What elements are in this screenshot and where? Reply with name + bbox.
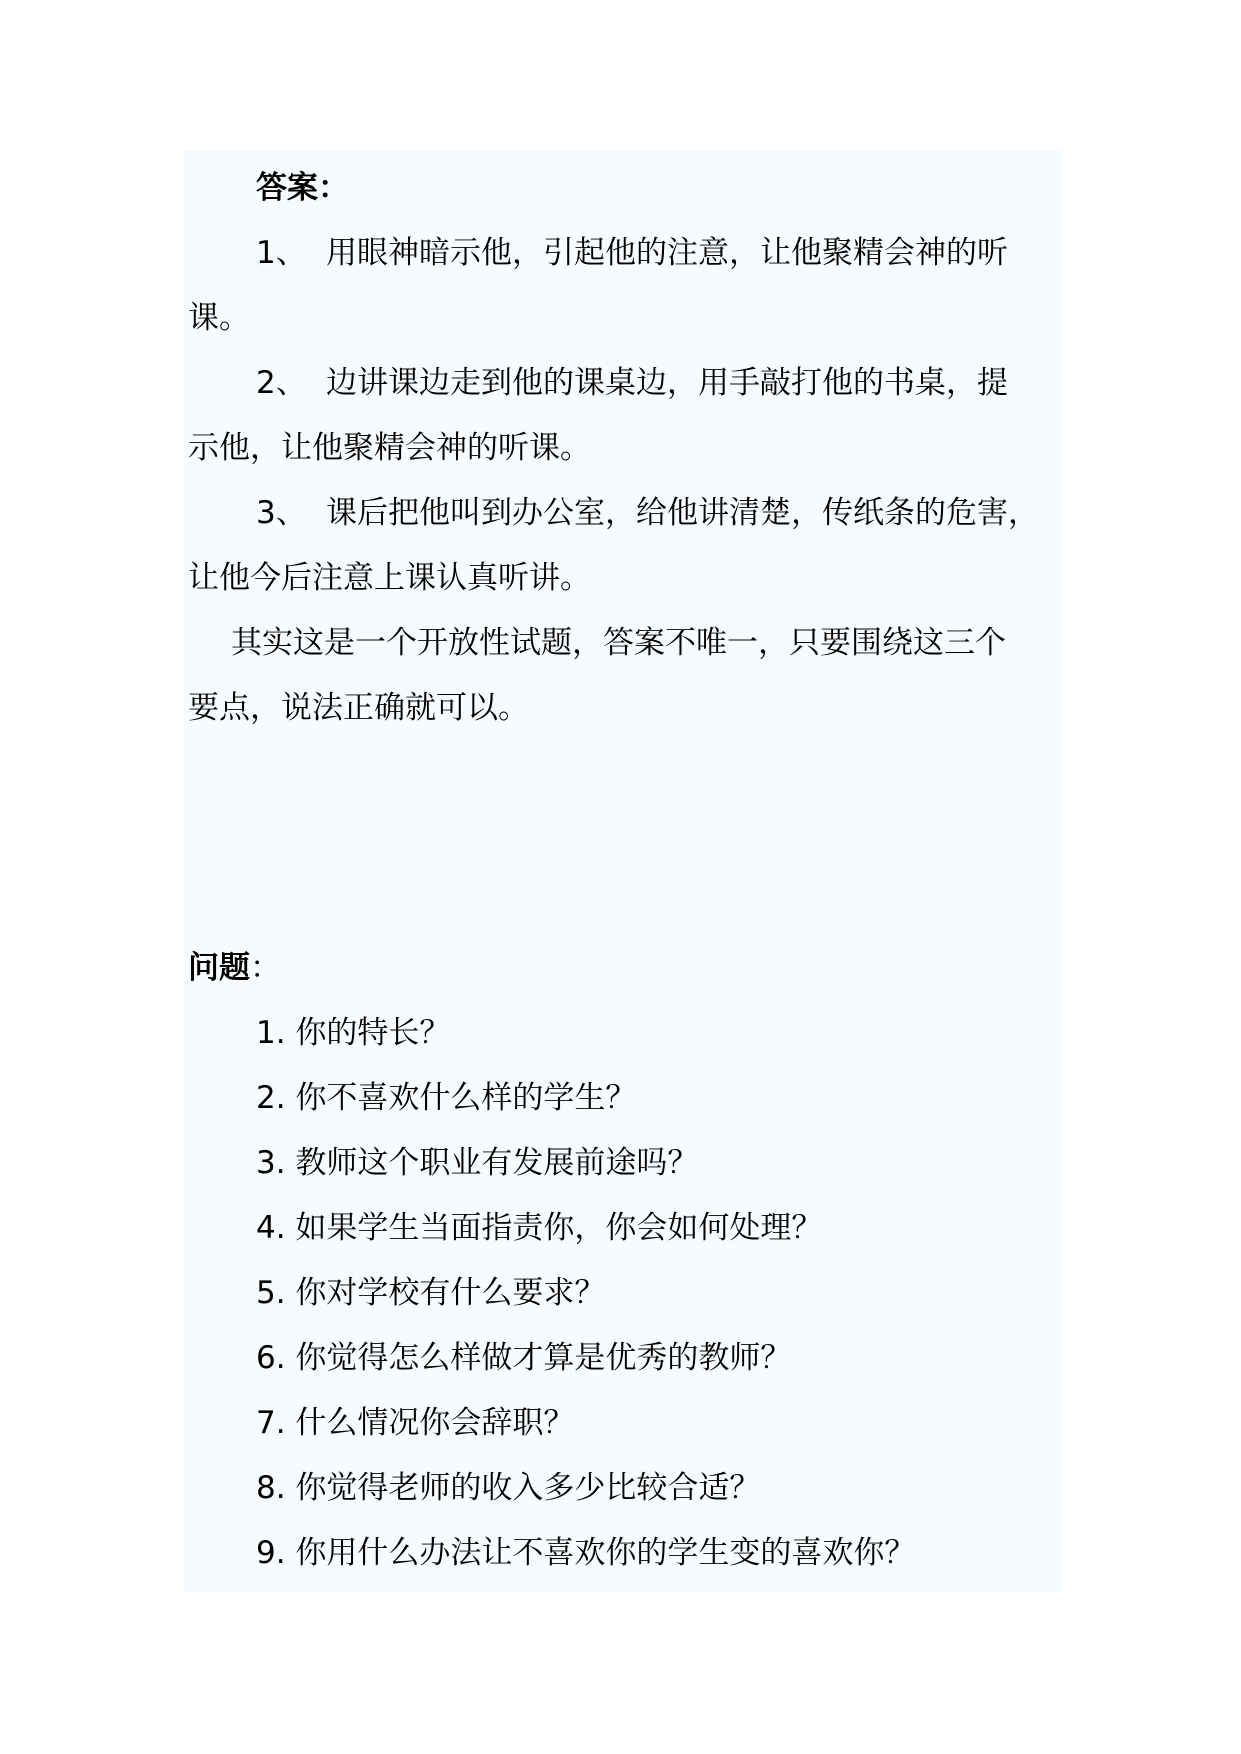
answer-item-3-text: 课后把他叫到办公室，给他讲清楚，传纸条的危害，: [326, 495, 1039, 531]
answer-item-1-line1: [256, 233, 1008, 273]
answer-item-3-line1: [256, 493, 1039, 533]
answer-heading: 答案：: [256, 170, 349, 206]
question-item: 6. 你觉得怎么样做才算是优秀的教师？: [256, 1340, 792, 1376]
answer-item-1-line2: 课。: [188, 300, 250, 336]
question-item: 9. 你用什么办法让不喜欢你的学生变的喜欢你？: [256, 1535, 916, 1571]
questions-heading: 问题: [188, 950, 250, 986]
answer-item-3-line2: 让他今后注意上课认真听讲。: [188, 560, 591, 596]
questions-heading-line: [188, 948, 281, 988]
answer-note-line1: 其实这是一个开放性试题，答案不唯一，只要围绕这三个: [231, 625, 1006, 661]
question-item: 8. 你觉得老师的收入多少比较合适？: [256, 1470, 761, 1506]
answer-item-3-number: 3、: [256, 495, 307, 531]
question-item: 3. 教师这个职业有发展前途吗？: [256, 1145, 699, 1181]
question-item: 2. 你不喜欢什么样的学生？: [256, 1080, 637, 1116]
answer-item-2-line1: [256, 363, 1008, 403]
answer-item-1-text: 用眼神暗示他，引起他的注意，让他聚精会神的听: [326, 235, 1008, 271]
answer-item-2-line2: 示他，让他聚精会神的听课。: [188, 430, 591, 466]
answer-note-line2: 要点，说法正确就可以。: [188, 690, 529, 726]
question-item: 5. 你对学校有什么要求？: [256, 1275, 606, 1311]
questions-heading-colon: ：: [250, 950, 281, 986]
question-item: 1. 你的特长？: [256, 1015, 451, 1051]
answer-item-1-number: 1、: [256, 235, 307, 271]
question-item: 7. 什么情况你会辞职？: [256, 1405, 575, 1441]
answer-item-2-number: 2、: [256, 365, 307, 401]
question-item: 4. 如果学生当面指责你，你会如何处理？: [256, 1210, 823, 1246]
answer-item-2-text: 边讲课边走到他的课桌边，用手敲打他的书桌，提: [326, 365, 1008, 401]
